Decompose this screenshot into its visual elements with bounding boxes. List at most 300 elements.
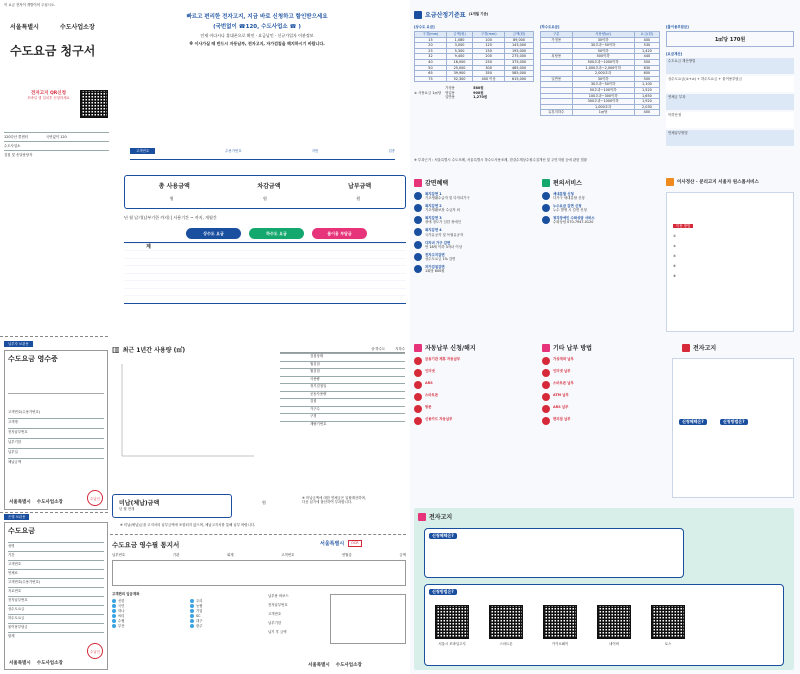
usage-row: 계량기번호 (280, 421, 405, 429)
fee-chips (186, 228, 367, 239)
info-value: 국번없이 120 (46, 134, 67, 139)
reduce-item-desc: 기초생활수급자 및 다자녀가구 (425, 196, 470, 201)
receipt-title: 수도요금 영수증 (8, 355, 58, 363)
notice-grid (112, 560, 406, 586)
reduce-header (414, 178, 448, 187)
pay-item-icon (542, 357, 550, 365)
receipt-label: 고객명 (8, 418, 104, 424)
reduce-item-desc: 기초생활보장 수급자 외 (425, 208, 460, 213)
bank-name: 하나 (118, 609, 125, 614)
receipt2-label: 합계 (8, 632, 104, 641)
bank-logo-icon (112, 619, 116, 623)
sewer-cell: 1,420 (634, 48, 659, 54)
receipt2-label: 성명 (8, 542, 104, 551)
reduce-item-icon (414, 192, 422, 200)
pay-item (542, 357, 662, 365)
calc-item: 이하산정 (666, 112, 794, 128)
sewer-cell: 1㎥당 (572, 110, 634, 116)
sewer-cell: 500이하 (572, 54, 634, 60)
service-list (542, 192, 662, 228)
egov-qr-row (435, 605, 685, 646)
sewer-cell: 550 (634, 60, 659, 66)
bank-name: 광주 (196, 624, 203, 629)
pay-item-title: 편의점 납부 (553, 417, 571, 421)
header-note: 이 요금 전자이 개발이어 주십시오. (4, 3, 56, 7)
usage-row: 월검침 (280, 361, 405, 369)
receipt2-label: 전자납부번호 (8, 596, 104, 605)
service-item (542, 192, 662, 200)
receipt-label: 고객번호(수용가번호) (8, 410, 41, 414)
bank-item (190, 604, 262, 608)
water-cell: 40 (415, 60, 447, 66)
reduce-item (414, 216, 536, 224)
pay-item-icon (542, 369, 550, 377)
info-tabs (130, 148, 395, 154)
water-unit-price: 900원 (473, 90, 484, 95)
reduce-item-title: 전자고지감면 (425, 252, 445, 257)
egov-bottom-title: 전자고지 (429, 514, 453, 521)
meter-table (280, 347, 405, 428)
sewer-cell: 30초과~50이하 (572, 43, 634, 49)
auto-item-title: 인터넷 (425, 369, 435, 373)
water-cell: 200 (473, 54, 505, 60)
sewer-title: [하수도요금] (540, 25, 560, 29)
auto-item-title: 신용카드 자동납부 (425, 417, 453, 421)
bottom-note: ※ 부과근거 : 서울특별시 수도조례, 서울특별시 하수도사용조례, 한강수계상수원수질개선 및 주민지원 등에 관한 법률 (414, 158, 588, 162)
water-cell: 300 (473, 65, 505, 71)
reduce-item-title: 복지감면 3 (425, 216, 442, 221)
receipt2-label: 기간 (8, 551, 104, 560)
egov-qr-label: 서울시 모바일고지 (438, 642, 466, 646)
pay-item (542, 417, 662, 425)
water-cell: 52,300 (446, 76, 472, 82)
service-item (542, 204, 662, 212)
unpaid-note: ※ 미납금액에 대한 연체금은 일할계산하며, (302, 496, 366, 500)
auto-item (414, 369, 536, 377)
auto-item-icon (414, 417, 422, 425)
water-col-head: 금액(원) (446, 32, 472, 38)
tab-account-no[interactable]: 수용가번호 (225, 149, 242, 153)
charge-title: [물이용부담금] (666, 25, 689, 29)
water-fee (414, 25, 534, 99)
receipt-office: 수도사업소장 (36, 500, 63, 505)
sewer-fee (540, 25, 660, 116)
water-unit-type: 일반용 (445, 94, 455, 99)
water-cell: 25 (415, 48, 447, 54)
service-item-desc: 수화상담 070-7947-0120 (553, 220, 594, 225)
side-label: 납부용 바코드 (268, 594, 289, 598)
won-unit: 원 (262, 500, 266, 505)
won-unit: 원 (263, 196, 267, 201)
sewer-cell: 650 (634, 71, 659, 77)
auto-item-title: 스마트폰 (425, 393, 439, 397)
usage-chart (118, 360, 258, 460)
water-cell: 485,000 (505, 65, 534, 71)
service-icon (542, 179, 550, 187)
usage-row: 월검침 (280, 368, 405, 376)
sewer-cell: 일반용 (541, 76, 573, 82)
notice-col: 기관 (172, 553, 180, 557)
tariff-sub: (1개월 기준) (468, 12, 489, 17)
bank-item (112, 604, 184, 608)
tab-lot-no[interactable]: 지번 (311, 149, 319, 153)
sewer-cell: 가정용 (541, 37, 573, 43)
egov-header (682, 343, 716, 352)
egov-box (672, 358, 794, 498)
bank-item (190, 619, 262, 623)
unpaid-note: 다음 납기에 합산하여 부과합니다. (302, 500, 353, 505)
stamp: 수납인 (87, 490, 103, 506)
sewer-cell: 2,000초과 (572, 71, 634, 77)
stamp: 수납인 (87, 643, 103, 659)
pay-item (542, 381, 662, 389)
info-label: 수도사업소 (4, 143, 21, 148)
water-title: [상수도 요금] (414, 25, 435, 29)
notice-footer-org: 서울특별시 (308, 663, 330, 668)
bank-item (190, 624, 262, 628)
auto-header (414, 343, 476, 352)
service-header (542, 178, 582, 187)
move-label: 이용 방법 (673, 224, 693, 228)
move-icon (666, 178, 674, 186)
calc-item: 수도요금 계산방법 (666, 58, 794, 74)
banner-line3: 인재 이다시나 휴대폰으로 확인 · 요금납인 · 신규가입자 이관정보 (200, 33, 314, 38)
bank-grid (112, 599, 262, 628)
sewer-cell: 530 (634, 43, 659, 49)
move-title: 이사정산 · 분리고지 서울자 원스톱서비스 (677, 180, 759, 185)
sewer-cell: 1,520 (634, 88, 659, 94)
total-amount-label: 총 사용금액 (158, 183, 190, 190)
egov-bottom-method: 신청방법은? (429, 589, 457, 595)
auto-item (414, 417, 536, 425)
side-label: 전자납부번호 (268, 603, 288, 608)
sewer-cell: 유휴지하수 (541, 110, 573, 116)
receipt2-label: 하수도요금 (8, 614, 104, 623)
table-row (541, 110, 660, 116)
charge-panel (666, 25, 794, 148)
water-cell: 3,000 (446, 43, 472, 49)
sewer-cell: 440 (634, 54, 659, 60)
tariff-header (414, 10, 488, 19)
reduce-item-title: 복지감면 4 (425, 228, 442, 233)
pay-list (542, 357, 662, 429)
egov-method-tag: 신청방법은? (720, 419, 748, 425)
receipt2-title: 수도요금 (8, 527, 36, 535)
bank-logo-icon (112, 614, 116, 618)
sewer-cell: 1,000초과 (572, 104, 634, 110)
water-cell: 39,900 (446, 71, 472, 77)
water-cell: 275,000 (505, 54, 534, 60)
egov-bottom-header (418, 512, 452, 521)
office-name: 수도사업소장 (60, 24, 95, 31)
water-cell: 65 (415, 71, 447, 77)
calc-item: 연체납부방법 (666, 130, 794, 146)
pay-item (542, 393, 662, 401)
water-cell: 32 (415, 54, 447, 60)
bank-name: 부산 (118, 624, 125, 629)
sewer-cell: 630 (634, 65, 659, 71)
bank-name: 수협 (118, 619, 125, 624)
pay-title: 기타 납부 방법 (553, 345, 592, 352)
usage-title-text: 최근 1년간 사용량 (㎥) (122, 347, 186, 354)
receipt2-label: 고객번호 (8, 560, 104, 569)
notice-col: 회계 (226, 553, 234, 557)
sewer-col-head: 구분 (541, 32, 573, 38)
service-item-desc: 다가구 세대분할 신청 (553, 196, 585, 201)
auto-item-icon (414, 381, 422, 389)
table-row (415, 76, 534, 82)
sewer-cell: 50초과~100이하 (572, 88, 634, 94)
water-cell: 15 (415, 37, 447, 43)
chip-water: 상수도 요금 (186, 228, 241, 239)
pay-item-title: 인터넷 납부 (553, 369, 571, 373)
usage-row: 정기검침일 (280, 383, 405, 391)
pay-item-icon (542, 405, 550, 413)
bank-name: SC (196, 614, 201, 619)
water-table (414, 31, 534, 82)
reduce-item-icon (414, 253, 422, 261)
tab-customer-no[interactable]: 고객번호 (130, 148, 155, 154)
won-unit: 원 (169, 196, 174, 201)
bank-item (190, 609, 262, 613)
receipt-label: 납부일 (8, 448, 104, 454)
egov-qr-label: 카카오페이 (551, 642, 569, 646)
pay-item (542, 405, 662, 413)
receipt-tag: 납부자 보관용 (4, 341, 33, 347)
service-item-icon (542, 204, 550, 212)
reduce-item (414, 228, 536, 236)
pay-header (542, 343, 592, 352)
tariff-title: 요금산정기준표 (425, 12, 466, 19)
auto-item-icon (414, 405, 422, 413)
reduce-item-title: 자가검침감면 (425, 264, 445, 269)
auto-item-title: 금융기관 제휴 자동납부 (425, 357, 461, 361)
reduce-item-desc: 1회당 600원 (425, 269, 445, 274)
egov-qr-item[interactable] (435, 605, 469, 646)
side-labels (268, 594, 328, 639)
egov-title: 전자고지 (693, 345, 717, 352)
egov-qr-item[interactable] (597, 605, 631, 646)
unpaid-label: 미납(체납)금액 (119, 500, 160, 507)
pay-item (542, 369, 662, 377)
bank-name: 국민 (118, 604, 125, 609)
water-col-head: 금액(원) (505, 32, 534, 38)
water-cell: 1,080 (446, 37, 472, 43)
qr-note-sub: 모바일 앱 설치후 신청하세요 (27, 96, 70, 100)
receipt2-label: 상수도요금 (8, 605, 104, 614)
calc-title: [요금계산] (666, 52, 683, 57)
water-col-head: 구경(mm) (473, 32, 505, 38)
qr-code[interactable] (651, 605, 685, 639)
qr-code[interactable] (597, 605, 631, 639)
usage-title (112, 345, 185, 354)
bank-item (112, 599, 184, 603)
reduce-title: 감면혜택 (425, 180, 449, 187)
qr-code[interactable] (543, 605, 577, 639)
receipt2-label: 고객번호(수용가번호) (8, 578, 104, 587)
sewer-cell: 1,650 (634, 93, 659, 99)
water-cell: 585,000 (505, 71, 534, 77)
reduce-item (414, 265, 536, 273)
top-banner (112, 12, 402, 46)
bank-item (190, 599, 262, 603)
sewer-cell: 30이하 (572, 37, 634, 43)
egov-bottom (414, 508, 794, 670)
tab-business[interactable]: 업종 (388, 149, 395, 153)
auto-item-icon (414, 393, 422, 401)
reduce-item-title: 복지감면 2 (425, 204, 442, 209)
charge-value: 1㎥당 170원 (666, 31, 794, 47)
notice-org: 서울특별시 (320, 541, 345, 547)
info-label: 검침 및 송달담당자 (4, 152, 33, 157)
auto-item-icon (414, 357, 422, 365)
info-label: 120다산 콜센터 (4, 134, 28, 139)
qr-note-title: 전자고지 QR신청 (31, 91, 66, 96)
water-cell: 250 (473, 60, 505, 66)
tariff-icon (414, 11, 422, 19)
sewer-cell: 300초과~1000이하 (572, 99, 634, 105)
sewer-cell: 욕탕용 (541, 54, 573, 60)
diff-amount-label: 차감금액 (257, 183, 281, 190)
sewer-cell: 30초과~50이하 (572, 82, 634, 88)
sewer-cell: 100초과~300이하 (572, 93, 634, 99)
water-cell: 400 이상 (473, 76, 505, 82)
auto-item (414, 405, 536, 413)
water-col-head: 구경(mm) (415, 32, 447, 38)
banner-line1: 빠르고 편리한 전자고지, 지금 바로 신청하고 할인받으세요 (186, 14, 328, 20)
egov-qr-item[interactable] (651, 605, 685, 646)
sewer-cell: 400 (634, 110, 659, 116)
banner-line2: (국번없이 ☎120, 수도사업소 ☎ ) (213, 24, 301, 30)
usage-row: 사용량 (280, 376, 405, 384)
notice-footer (308, 662, 362, 668)
reduce-icon (414, 179, 422, 187)
notice-col: 고객번호 (281, 553, 295, 557)
ocr-badge: OCR (348, 540, 361, 546)
notice-title: 수도요금 영수필 통지서 (112, 541, 180, 549)
bank-title: 고객편의 입금계좌 (112, 592, 140, 596)
water-cell: 350 (473, 71, 505, 77)
move-box (666, 192, 794, 332)
pay-item-icon (542, 381, 550, 389)
period-line: 년 월 납기(납부기한 까지) | 사용기간 ~ 까지, 개월간 (124, 215, 217, 220)
sewer-col-head: 요금(원) (634, 32, 659, 38)
auto-item-title: 방문 (425, 405, 432, 409)
egov-qr-item[interactable] (489, 605, 523, 646)
qr-code[interactable] (80, 90, 108, 118)
service-item-title: 세대분할 신청 (553, 192, 574, 196)
bank-item (112, 619, 184, 623)
auto-item (414, 393, 536, 401)
reduce-item-icon (414, 241, 422, 249)
auto-icon (414, 344, 422, 352)
water-unit-row (445, 95, 487, 99)
pay-item-title: ATM 납부 (553, 393, 569, 397)
chip-sewer: 하수도 요금 (249, 228, 304, 239)
water-cell: 125 (473, 43, 505, 49)
qr-code[interactable] (489, 605, 523, 639)
sewer-cell: 1,920 (634, 99, 659, 105)
bank-receipt (4, 522, 108, 670)
notice-col: 납부번호 (112, 553, 126, 557)
qr-note (26, 90, 71, 100)
move-label: ③ (673, 254, 677, 259)
notice-col: 금액 (399, 553, 406, 557)
pay-item-icon (542, 417, 550, 425)
qr-code[interactable] (435, 605, 469, 639)
water-cell: 50 (415, 65, 447, 71)
bank-item (190, 614, 262, 618)
contact-info (4, 132, 109, 159)
reduce-item (414, 253, 536, 261)
receipt-label: 체납금액 (8, 458, 104, 464)
sewer-col-head: 사용량(㎥) (572, 32, 634, 38)
move-label: ⑤ (673, 274, 677, 279)
egov-qr-label: 네이버 (609, 642, 619, 646)
water-cell: 20 (415, 43, 447, 49)
unpaid-notes (302, 496, 402, 504)
auto-item-icon (414, 369, 422, 377)
pay-item-title: 스마트폰 납부 (553, 381, 574, 385)
chip-charge: 물이용 부담금 (312, 228, 367, 239)
egov-icon (682, 344, 690, 352)
reduce-item (414, 241, 536, 249)
reduce-item-icon (414, 265, 422, 273)
bank-logo-icon (112, 609, 116, 613)
sewer-cell: 30이하 (572, 76, 634, 82)
auto-item (414, 381, 536, 389)
notice-cols (112, 553, 406, 557)
calc-item: 상수도요금(①+②) + 하수도요금 + 물이용부담금 (666, 76, 794, 92)
water-cell: 100 (473, 37, 505, 43)
bank-logo-icon (112, 599, 116, 603)
bill-title: 수도요금 청구서 (10, 44, 96, 58)
calc-item: 연체금 부과 (666, 94, 794, 110)
side-label: 납기 후 금액 (268, 630, 287, 635)
reduce-item (414, 204, 536, 212)
bank-logo-icon (190, 599, 194, 603)
reduce-item-desc: 장애 정도가 심한 장애인 (425, 220, 461, 225)
pay-item-title: ARS 납부 (553, 405, 569, 409)
water-cell: 615,000 (505, 76, 534, 82)
water-cell: 195,000 (505, 48, 534, 54)
sewer-cell: 2,030 (634, 104, 659, 110)
bank-logo-icon (112, 624, 116, 628)
bank-logo-icon (190, 604, 194, 608)
water-cell: 25,000 (446, 65, 472, 71)
receipt (4, 350, 108, 510)
egov-qr-label: 토스 (664, 642, 672, 646)
sewer-cell: 500 (634, 76, 659, 82)
water-cell: 16,000 (446, 60, 472, 66)
auto-item (414, 357, 536, 365)
sewer-cell: 500초과~1000이하 (572, 60, 634, 66)
egov-method-box (424, 584, 784, 666)
pay-icon (542, 344, 550, 352)
egov-qr-item[interactable] (543, 605, 577, 646)
pay-item-icon (542, 393, 550, 401)
usage-row: 검침상태 (280, 353, 405, 361)
move-label: ④ (673, 264, 677, 269)
bank-logo-icon (190, 619, 194, 623)
bank-logo-icon (190, 624, 194, 628)
amount-box (124, 175, 406, 209)
reduce-item-desc: 만 18세 이하 3자녀 이상 (425, 244, 462, 249)
unpaid-box (112, 494, 232, 518)
service-item-desc: 누수 발생 시 감면 신청 (553, 208, 587, 213)
won-unit: 원 (356, 196, 361, 201)
pay-item-title: 가상계좌 납부 (553, 357, 574, 361)
